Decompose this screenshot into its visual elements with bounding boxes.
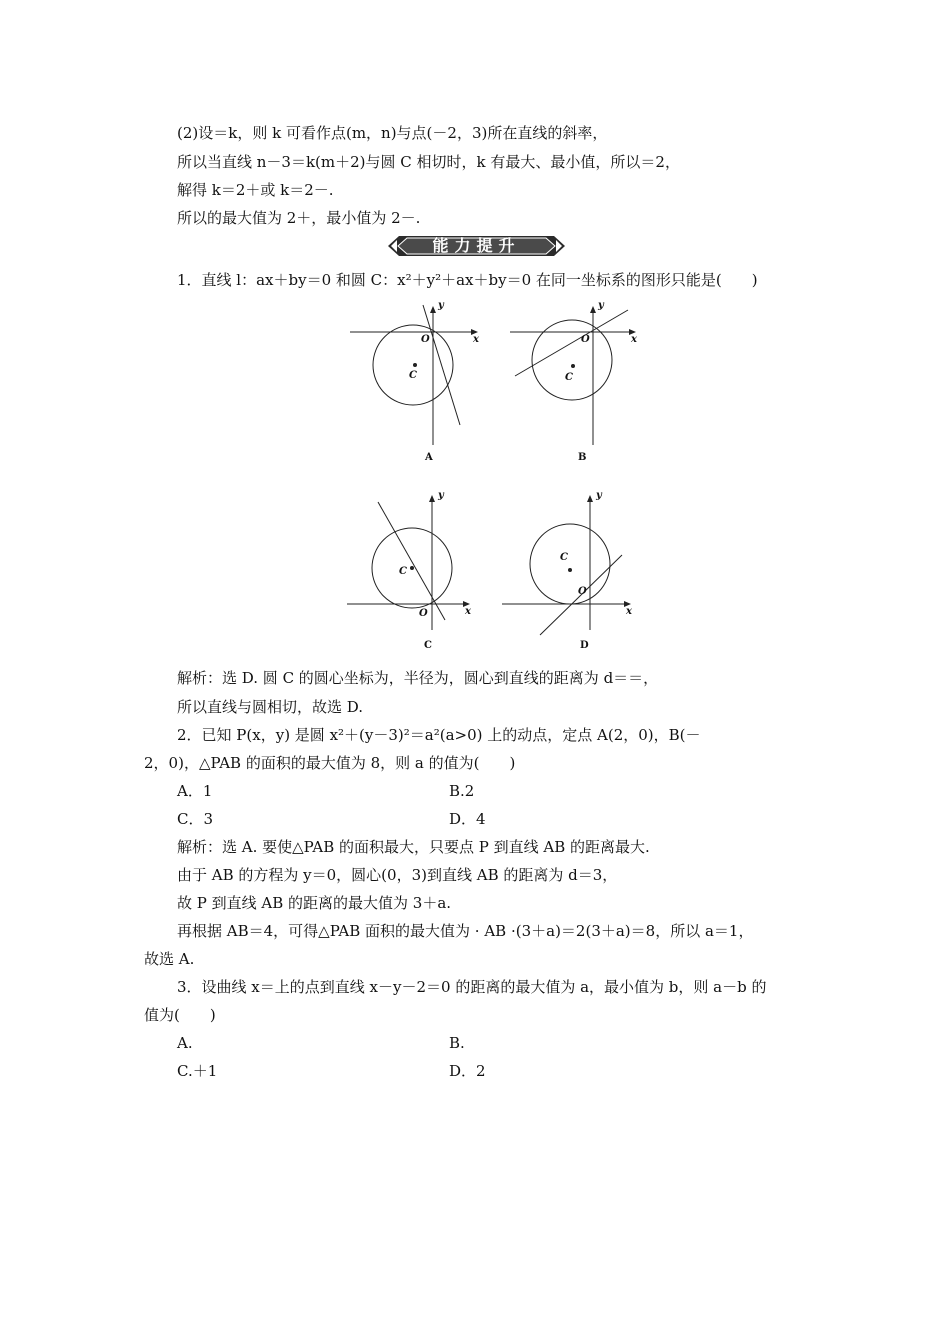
- prev-solution-line-3: 解得 k＝2＋或 k＝2－.: [177, 181, 334, 199]
- q3-option-b: B.: [449, 1034, 465, 1052]
- figure-d-x-label: x: [626, 606, 632, 617]
- figure-a-y-label: y: [438, 300, 444, 311]
- q2-option-c: C．3: [177, 810, 214, 828]
- figure-c-y-label: y: [438, 490, 444, 501]
- q2-analysis-line-3: 故 P 到直线 AB 的距离的最大值为 3＋a.: [177, 894, 452, 912]
- figure-a-graph: [345, 300, 485, 470]
- q2-analysis-line-1: 解析：选 A. 要使△PAB 的面积最大，只要点 P 到直线 AB 的距离最大.: [177, 838, 650, 856]
- q1-analysis-line-1: 解析：选 D. 圆 C 的圆心坐标为，半径为，圆心到直线的距离为 d＝＝，: [177, 669, 659, 687]
- q3-option-c: C.＋1: [177, 1062, 218, 1080]
- q3-option-a: A.: [177, 1034, 193, 1052]
- figure-b-y-label: y: [598, 300, 604, 311]
- q1-analysis-line-2: 所以直线与圆相切，故选 D.: [177, 698, 364, 716]
- figure-d-graph: [500, 490, 640, 660]
- q3-stem-line-1: 3．设曲线 x＝上的点到直线 x－y－2＝0 的距离的最大值为 a，最小值为 b，则 a－b 的: [177, 978, 767, 996]
- figure-a-x-label: x: [473, 334, 479, 345]
- prev-solution-line-4: 所以的最大值为 2＋，最小值为 2－.: [177, 209, 421, 227]
- prev-solution-line-1: (2)设＝k，则 k 可看作点(m，n)与点(－2，3)所在直线的斜率，: [177, 124, 608, 142]
- figure-d-y-label: y: [596, 490, 602, 501]
- figure-a: [345, 300, 485, 470]
- q2-option-b: B.2: [449, 782, 475, 800]
- figure-c-caption: C: [424, 640, 432, 651]
- q3-stem-line-2: 值为( ): [144, 1006, 216, 1024]
- figure-c-graph: [345, 490, 485, 660]
- q2-analysis-line-4: 再根据 AB＝4，可得△PAB 面积的最大值为 · AB ·(3＋a)＝2(3＋a)＝8，所以 a＝1，: [177, 922, 754, 940]
- figure-c: [345, 490, 485, 660]
- q2-stem-line-2: 2，0)，△PAB 的面积的最大值为 8，则 a 的值为( ): [144, 754, 516, 772]
- figure-d-caption: D: [580, 640, 589, 651]
- figure-c-x-label: x: [465, 606, 471, 617]
- figure-b-x-label: x: [631, 334, 637, 345]
- q2-analysis-line-2: 由于 AB 的方程为 y＝0，圆心(0，3)到直线 AB 的距离为 d＝3，: [177, 866, 618, 884]
- figure-b-center-label: C: [565, 372, 573, 383]
- q1-stem: 1．直线 l：ax＋by＝0 和圆 C：x²＋y²＋ax＋by＝0 在同一坐标系的图形只能是( ): [177, 271, 758, 289]
- figure-a-center-label: C: [409, 370, 417, 381]
- figure-b-graph: [505, 300, 645, 470]
- q2-option-a: A．1: [177, 782, 213, 800]
- figure-a-origin-label: O: [421, 334, 430, 345]
- q2-stem-line-1: 2．已知 P(x，y) 是圆 x²＋(y－3)²＝a²(a>0) 上的动点，定点 A(2，0)，B(－: [177, 726, 701, 744]
- figure-d-center-label: C: [560, 552, 568, 563]
- section-banner: [385, 233, 568, 259]
- q2-analysis-line-5: 故选 A.: [144, 950, 195, 968]
- figure-a-caption: A: [425, 452, 433, 463]
- q3-option-d: D．2: [449, 1062, 486, 1080]
- figure-b: [505, 300, 645, 470]
- figure-b-caption: B: [578, 452, 587, 463]
- prev-solution-line-2: 所以当直线 n－3＝k(m＋2)与圆 C 相切时，k 有最大、最小值，所以＝2，: [177, 153, 680, 171]
- figure-c-center-label: C: [399, 566, 407, 577]
- q2-option-d: D．4: [449, 810, 486, 828]
- section-banner-text: 能力提升: [432, 236, 521, 255]
- figure-d-origin-label: O: [578, 586, 587, 597]
- figure-d: [500, 490, 640, 660]
- figure-b-origin-label: O: [581, 334, 590, 345]
- figure-c-origin-label: O: [419, 608, 428, 619]
